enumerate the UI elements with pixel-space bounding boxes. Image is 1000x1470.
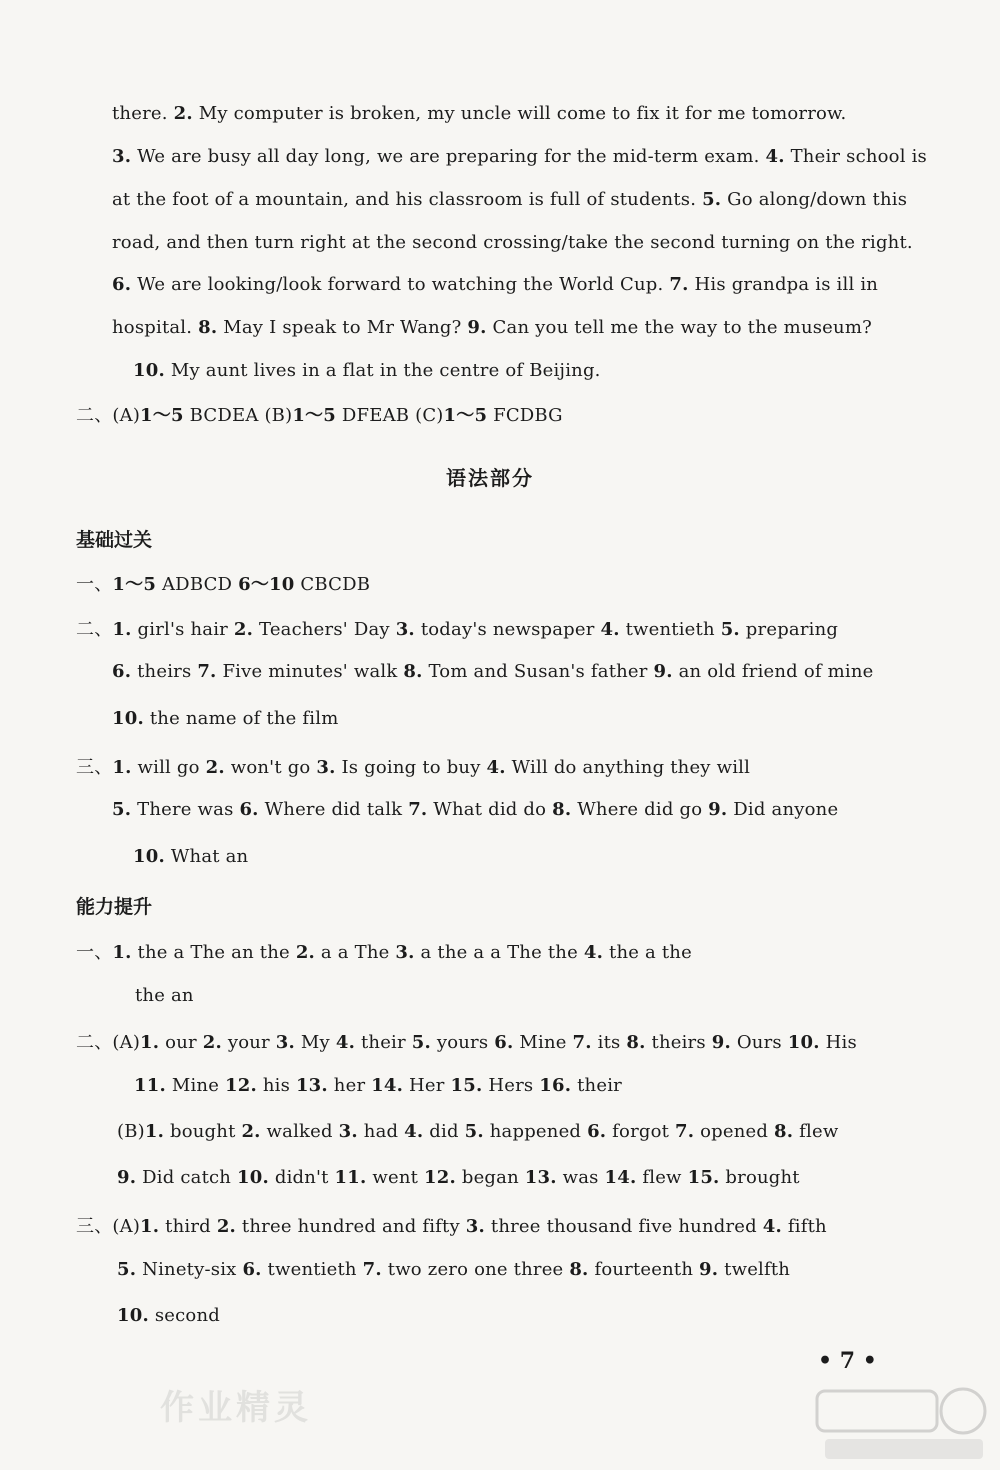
answer-line: 二、1. girl's hair 2. Teachers' Day 3. today's newspaper 4. twentieth 5. preparing xyxy=(76,619,839,640)
section-title: 语法部分 xyxy=(446,466,534,490)
answer-line: 11. Mine 12. his 13. her 14. Her 15. Hers 16. their xyxy=(134,1075,622,1096)
answer-line: (B)1. bought 2. walked 3. had 4. did 5. happened 6. forgot 7. opened 8. flew xyxy=(117,1121,839,1142)
answer-line: 10. What an xyxy=(133,846,249,867)
answer-line: hospital. 8. May I speak to Mr Wang? 9. Can you tell me the way to the museum? xyxy=(112,317,872,338)
answer-line: 一、1. the a The an the 2. a a The 3. a the a a The the 4. the a the xyxy=(76,942,692,963)
answer-line: there. 2. My computer is broken, my uncle will come to fix it for me tomorrow. xyxy=(112,103,847,124)
answer-site-logo-icon xyxy=(815,1385,990,1465)
page-number: • 7 • xyxy=(818,1348,877,1374)
watermark-text: 作业精灵 xyxy=(160,1388,312,1428)
answer-line: 10. My aunt lives in a flat in the centre of Beijing. xyxy=(133,360,601,381)
subsection-title-advanced: 能力提升 xyxy=(76,896,153,918)
answer-line: 三、(A)1. third 2. three hundred and fifty 3. three thousand five hundred 4. fifth xyxy=(76,1216,827,1237)
answer-line: 三、1. will go 2. won't go 3. Is going to buy 4. Will do anything they will xyxy=(76,757,751,778)
answer-line: at the foot of a mountain, and his classroom is full of students. 5. Go along/down this xyxy=(112,189,908,210)
answer-line: 6. We are looking/look forward to watching the World Cup. 7. His grandpa is ill in xyxy=(112,274,879,295)
answer-line: 9. Did catch 10. didn't 11. went 12. began 13. was 14. flew 15. brought xyxy=(117,1167,800,1188)
answer-line: road, and then turn right at the second crossing/take the second turning on the right. xyxy=(112,232,913,253)
answer-line: 二、(A)1～5 BCDEA (B)1～5 DFEAB (C)1～5 FCDBG xyxy=(76,405,563,426)
answer-line: the an xyxy=(135,985,194,1006)
answer-line: 10. second xyxy=(117,1305,220,1326)
answer-line: 5. There was 6. Where did talk 7. What did do 8. Where did go 9. Did anyone xyxy=(112,799,839,820)
answer-line: 一、1～5 ADBCD 6～10 CBCDB xyxy=(76,574,371,595)
answer-line: 二、(A)1. our 2. your 3. My 4. their 5. yours 6. Mine 7. its 8. theirs 9. Ours 10. His xyxy=(76,1032,857,1053)
answer-line: 3. We are busy all day long, we are preparing for the mid-term exam. 4. Their school is xyxy=(112,146,927,167)
answer-line: 6. theirs 7. Five minutes' walk 8. Tom and Susan's father 9. an old friend of mine xyxy=(112,661,874,682)
answer-line: 10. the name of the film xyxy=(112,708,339,729)
subsection-title-basic: 基础过关 xyxy=(76,529,153,551)
answer-line: 5. Ninety-six 6. twentieth 7. two zero one three 8. fourteenth 9. twelfth xyxy=(117,1259,791,1280)
